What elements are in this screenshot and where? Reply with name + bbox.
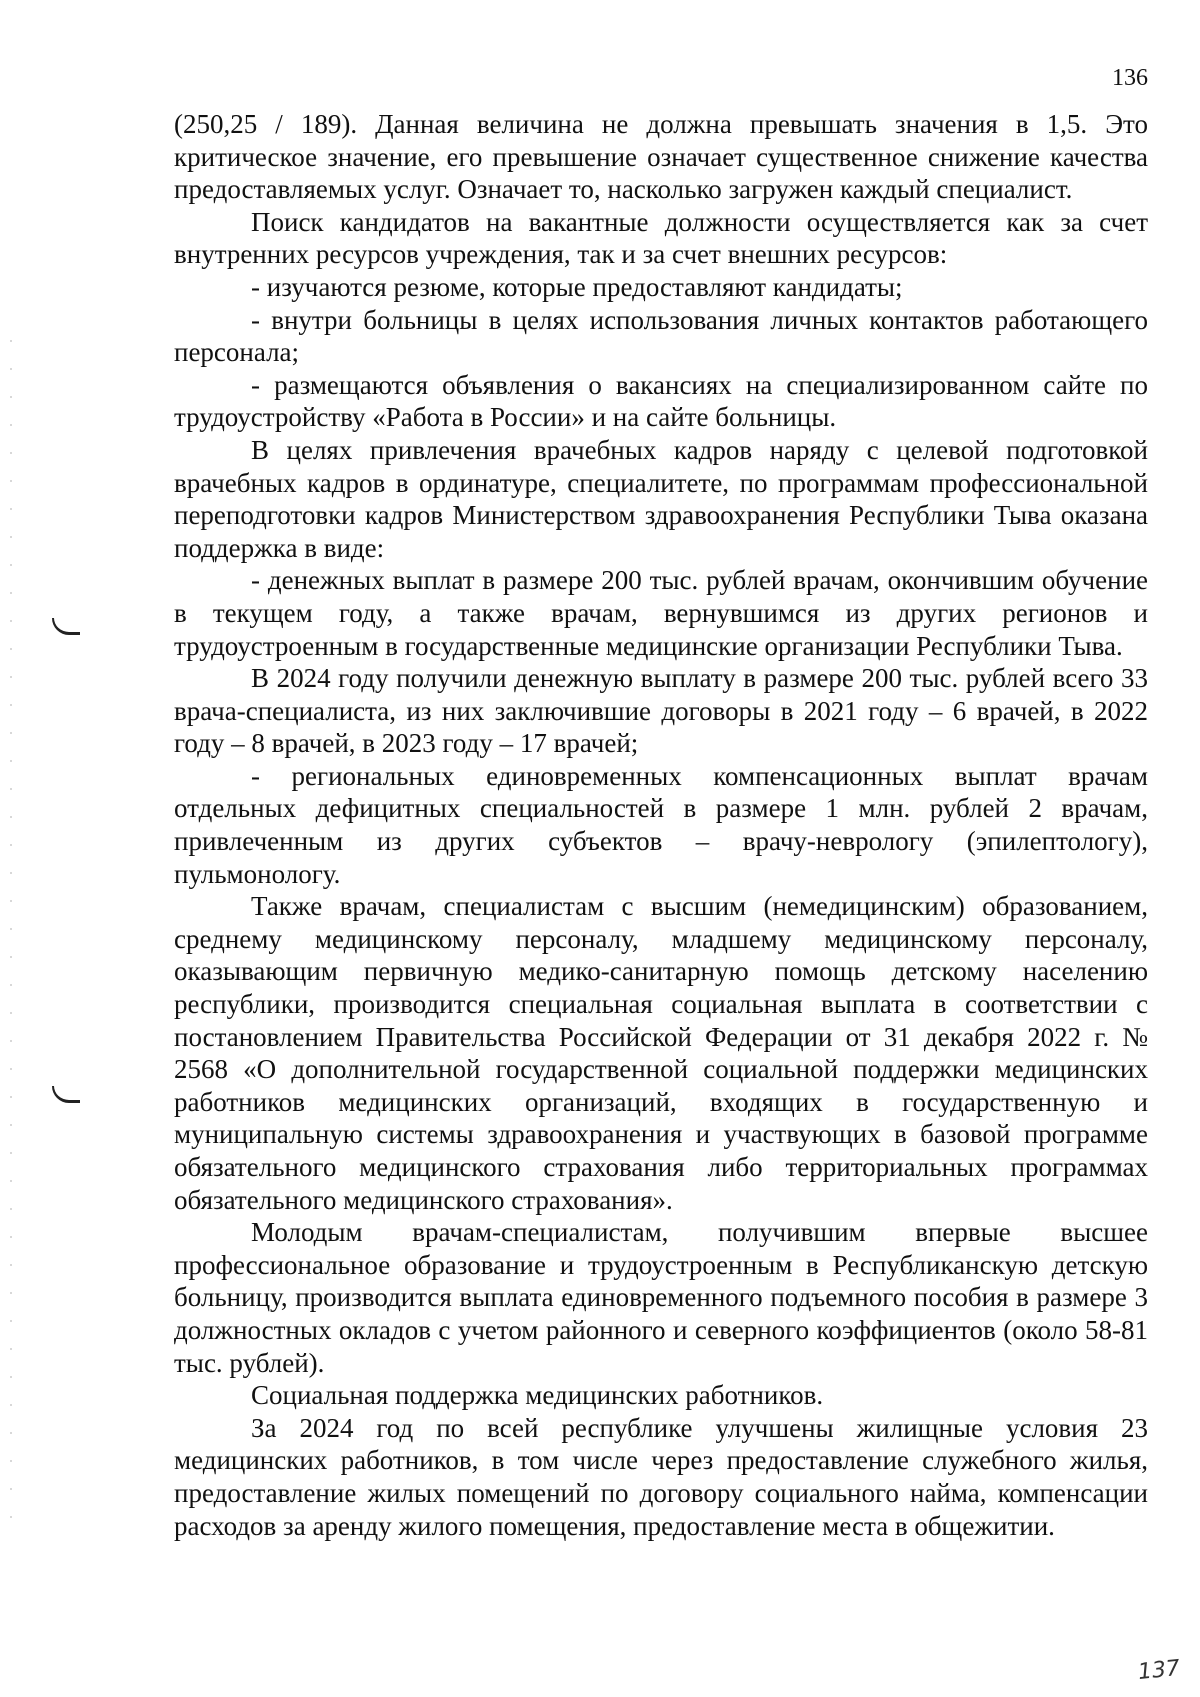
paragraph-1: (250,25 / 189). Данная величина не должна превышать значения в 1,5. Это критическое значение, его превышение означает существенное снижение качества предоставляемых услуг. Означает то, насколько загружен каждый специалист.: [174, 109, 1148, 205]
margin-scan-dots: [10, 340, 12, 1540]
list-item: - изучаются резюме, которые предоставляют кандидаты;: [251, 271, 903, 302]
list-item: - размещаются объявления о вакансиях на специализированном сайте по трудоустройству «Работа в России» и на сайте больницы.: [174, 369, 1148, 433]
paragraph-6: В целях привлечения врачебных кадров наряду с целевой подготовкой врачебных кадров в ординатуре, специалитете, по программам профессиональной переподготовки кадров Министерством здравоохранения Республики Тыва оказана поддержка в виде:: [174, 434, 1148, 563]
page-number: 136: [1112, 65, 1148, 91]
paragraph-13: За 2024 год по всей республике улучшены жилищные условия 23 медицинских работников, в том числе через предоставление служебного жилья, предоставление жилых помещений по договору социального найма, компенсации расходов за аренду жилого помещения, предоставление места в общежитии.: [174, 1412, 1148, 1541]
paragraph-2: Поиск кандидатов на вакантные должности осуществляется как за счет внутренних ресурсов учреждения, так и за счет внешних ресурсов:: [174, 206, 1148, 270]
handwritten-page-number: 137: [1136, 1655, 1182, 1686]
paragraph-10: Также врачам, специалистам с высшим (немедицинским) образованием, среднему медицинскому персоналу, младшему медицинскому персоналу, оказывающим первичную медико-санитарную помощь детскому населению республики, производится специальная социальная выплата в соответствии с постановлением Правительства Российской Федерации от 31 декабря 2022 г. № 2568 «О дополнительной государственной социальной поддержки медицинских работников медицинских организаций, входящих в государственную и муниципальную системы здравоохранения и участвующих в базовой программе обязательного медицинского страхования либо территориальных программах обязательного медицинского страхования».: [174, 891, 1148, 1215]
binder-mark: [52, 618, 80, 635]
document-body: [174, 108, 1148, 1542]
list-item: - внутри больницы в целях использования личных контактов работающего персонала;: [174, 304, 1148, 368]
section-heading: Социальная поддержка медицинских работников.: [251, 1380, 824, 1411]
paragraph-8: В 2024 году получили денежную выплату в размере 200 тыс. рублей всего 33 врача-специалиста, из них заключившие договоры в 2021 году – 6 врачей, в 2022 году – 8 врачей, в 2023 году – 17 врачей;: [174, 663, 1148, 759]
paragraph-11: Молодым врачам-специалистам, получившим впервые высшее профессиональное образование и трудоустроенным в Республиканскую детскую больницу, производится выплата единовременного подъемного пособия в размере 3 должностных окладов с учетом районного и северного коэффициентов (около 58-81 тыс. рублей).: [174, 1217, 1148, 1378]
list-item: - региональных единовременных компенсационных выплат врачам отдельных дефицитных специальностей в размере 1 млн. рублей 2 врачам, привлеченным из других субъектов – врачу-неврологу (эпилептологу), пульмонологу.: [174, 760, 1148, 889]
list-item: - денежных выплат в размере 200 тыс. рублей врачам, окончившим обучение в текущем году, а также врачам, вернувшимся из других регионов и трудоустроенным в государственные медицинские организации Республики Тыва.: [174, 565, 1148, 661]
binder-mark: [52, 1086, 80, 1103]
